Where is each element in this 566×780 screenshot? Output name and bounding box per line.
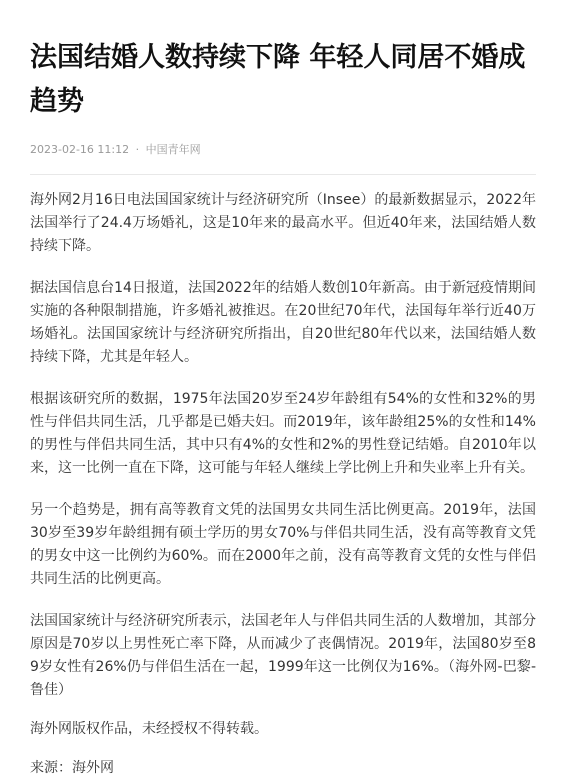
source-link[interactable]: 中国青年网	[145, 143, 201, 156]
paragraph: 另一个趋势是，拥有高等教育文凭的法国男女共同生活比例更高。2019年，法国30岁至39岁年龄组拥有硕士学历的男女70%与伴侣共同生活，没有高等教育文凭的男女中这一比例约为60%。而在2000年之前，没有高等教育文凭的女性与伴侣共同生活的比例更高。	[30, 502, 536, 587]
publish-date: 2023-02-16 11:12	[30, 143, 130, 156]
article-source: 来源：海外网	[30, 760, 114, 776]
copyright-notice: 海外网版权作品，未经授权不得转载。	[30, 721, 268, 737]
divider	[30, 174, 536, 175]
article-title: 法国结婚人数持续下降 年轻人同居不婚成趋势	[30, 42, 526, 117]
article-body	[30, 189, 536, 780]
paragraph: 法国国家统计与经济研究所表示，法国老年人与伴侣共同生活的人数增加，其部分原因是70岁以上男性死亡率下降，从而减少了丧偶情况。2019年，法国80岁至89岁女性有26%仍与伴侣生活在一起，1999年这一比例仅为16%。（海外网-巴黎-鲁佳）	[30, 613, 536, 698]
paragraph: 海外网2月16日电法国国家统计与经济研究所（Insee）的最新数据显示，2022年法国举行了24.4万场婚礼，这是10年来的最高水平。但近40年来，法国结婚人数持续下降。	[30, 192, 536, 254]
meta-separator: ·	[135, 143, 140, 156]
paragraph: 据法国信息台14日报道，法国2022年的结婚人数创10年新高。由于新冠疫情期间实施的各种限制措施，许多婚礼被推迟。在20世纪70年代，法国每年举行近40万场婚礼。法国国家统计与经济研究所指出，自20世纪80年代以来，法国结婚人数持续下降，尤其是年轻人。	[30, 280, 536, 365]
paragraph: 根据该研究所的数据，1975年法国20岁至24岁年龄组有54%的女性和32%的男性与伴侣共同生活，几乎都是已婚夫妇。而2019年，该年龄组25%的女性和14%的男性与伴侣共同生活，其中只有4%的女性和2%的男性登记结婚。自2010年以来，这一比例一直在下降，这可能与年轻人继续上学比例上升和失业率上升有关。	[30, 391, 536, 476]
article-meta	[30, 142, 536, 158]
